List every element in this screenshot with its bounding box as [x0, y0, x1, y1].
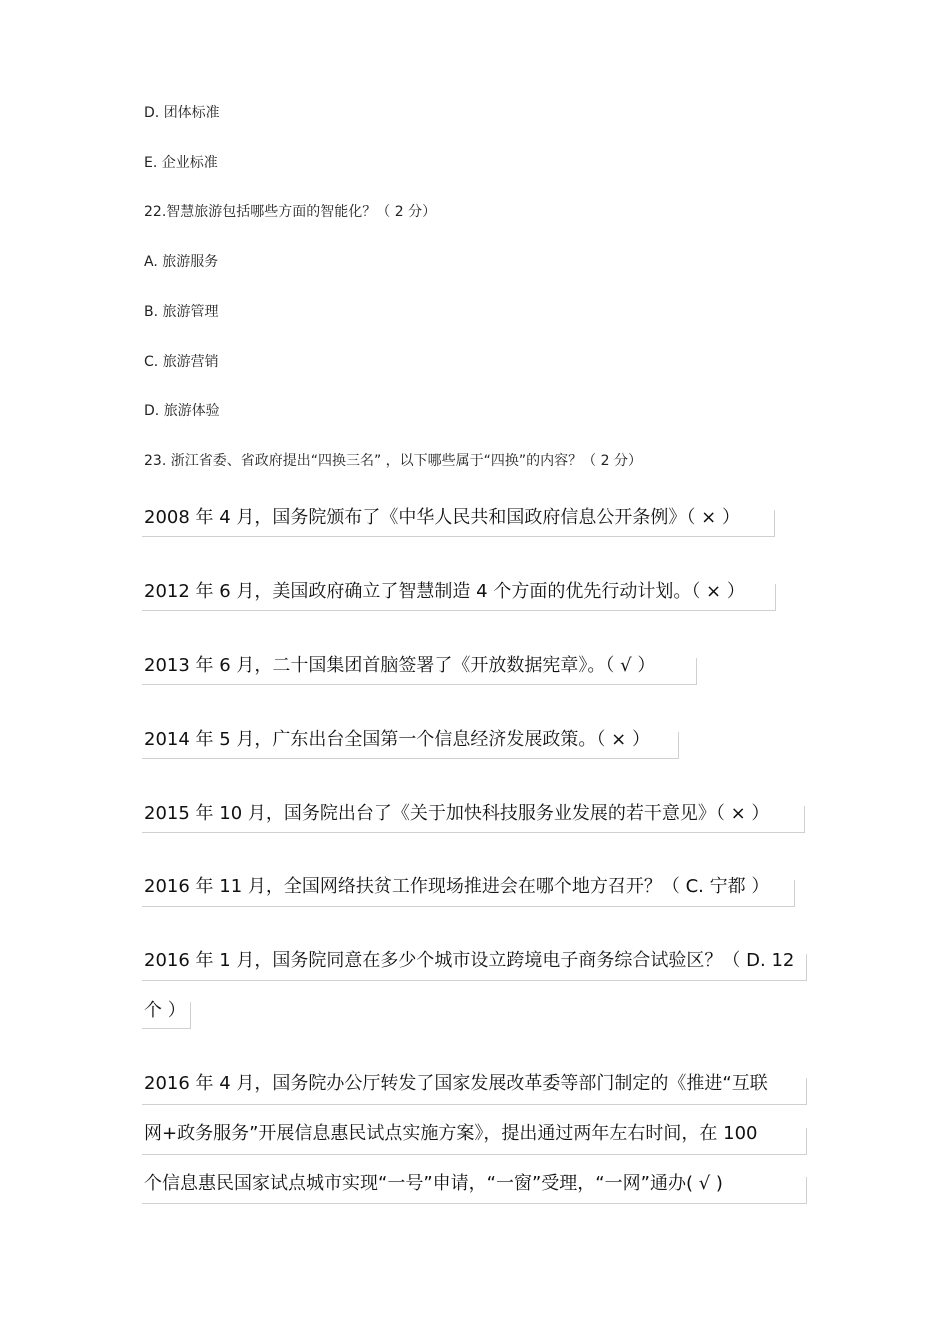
q22-option-a [144, 252, 218, 272]
statement-underline [142, 880, 795, 907]
statement-underline [142, 1177, 807, 1204]
option-letter: C. [144, 354, 159, 370]
option-letter: E. [144, 155, 158, 171]
statement-underline [142, 510, 775, 537]
statement-line: 个 ） [144, 1000, 186, 1021]
q22-option-c [144, 352, 219, 372]
option-text: 旅游营销 [162, 354, 219, 370]
statement-underline [142, 658, 697, 685]
statement-line: 个信息惠民国家试点城市实现“一号”申请，“一窗”受理，“一网”通办( √ ) [144, 1173, 723, 1194]
statement-underline [142, 806, 805, 833]
option-d-prev [144, 103, 220, 123]
statement-item: 2015 年 10 月，国务院出台了《关于加快科技服务业发展的若干意见》（ × ） [144, 803, 770, 824]
statement-underline [142, 1078, 807, 1105]
option-text: 团体标准 [163, 105, 220, 121]
option-letter: D. [144, 403, 160, 419]
option-text: 旅游服务 [162, 254, 219, 270]
option-text: 旅游体验 [163, 403, 220, 419]
statement-item: 2008 年 4 月，国务院颁布了《中华人民共和国政府信息公开条例》（ × ） [144, 507, 740, 528]
statement-item: 2012 年 6 月，美国政府确立了智慧制造 4 个方面的优先行动计划。（ × ） [144, 581, 745, 602]
statement-item: 2013 年 6 月，二十国集团首脑签署了《开放数据宪章》。（ √ ） [144, 655, 656, 676]
statement-underline [142, 584, 776, 611]
statement-line: 网+政务服务”开展信息惠民试点实施方案》，提出通过两年左右时间，在 100 [144, 1123, 758, 1144]
statement-underline [142, 1002, 191, 1029]
statement-item: 2016 年 11 月，全国网络扶贫工作现场推进会在哪个地方召开？（ C. 宁都 ） [144, 876, 770, 897]
question-22: 22.智慧旅游包括哪些方面的智能化？（ 2 分） [144, 204, 437, 220]
option-text: 旅游管理 [162, 304, 219, 320]
option-text: 企业标准 [161, 155, 218, 171]
statement-line: 2016 年 4 月，国务院办公厅转发了国家发展改革委等部门制定的《推进“互联 [144, 1073, 768, 1094]
q22-option-b [144, 302, 219, 322]
statement-underline [142, 1128, 807, 1155]
statement-item: 2014 年 5 月，广东出台全国第一个信息经济发展政策。（ × ） [144, 729, 650, 750]
option-e-prev [144, 153, 218, 173]
statement-line: 2016 年 1 月，国务院同意在多少个城市设立跨境电子商务综合试验区？（ D. 12 [144, 950, 795, 971]
q22-option-d [144, 401, 220, 421]
option-letter: D. [144, 105, 160, 121]
question-23: 23. 浙江省委、省政府提出“四换三名” ，以下哪些属于“四换”的内容？（ 2 分） [144, 453, 642, 469]
statement-underline [142, 732, 679, 759]
statement-underline [142, 954, 807, 981]
option-letter: A. [144, 254, 158, 270]
option-letter: B. [144, 304, 159, 320]
